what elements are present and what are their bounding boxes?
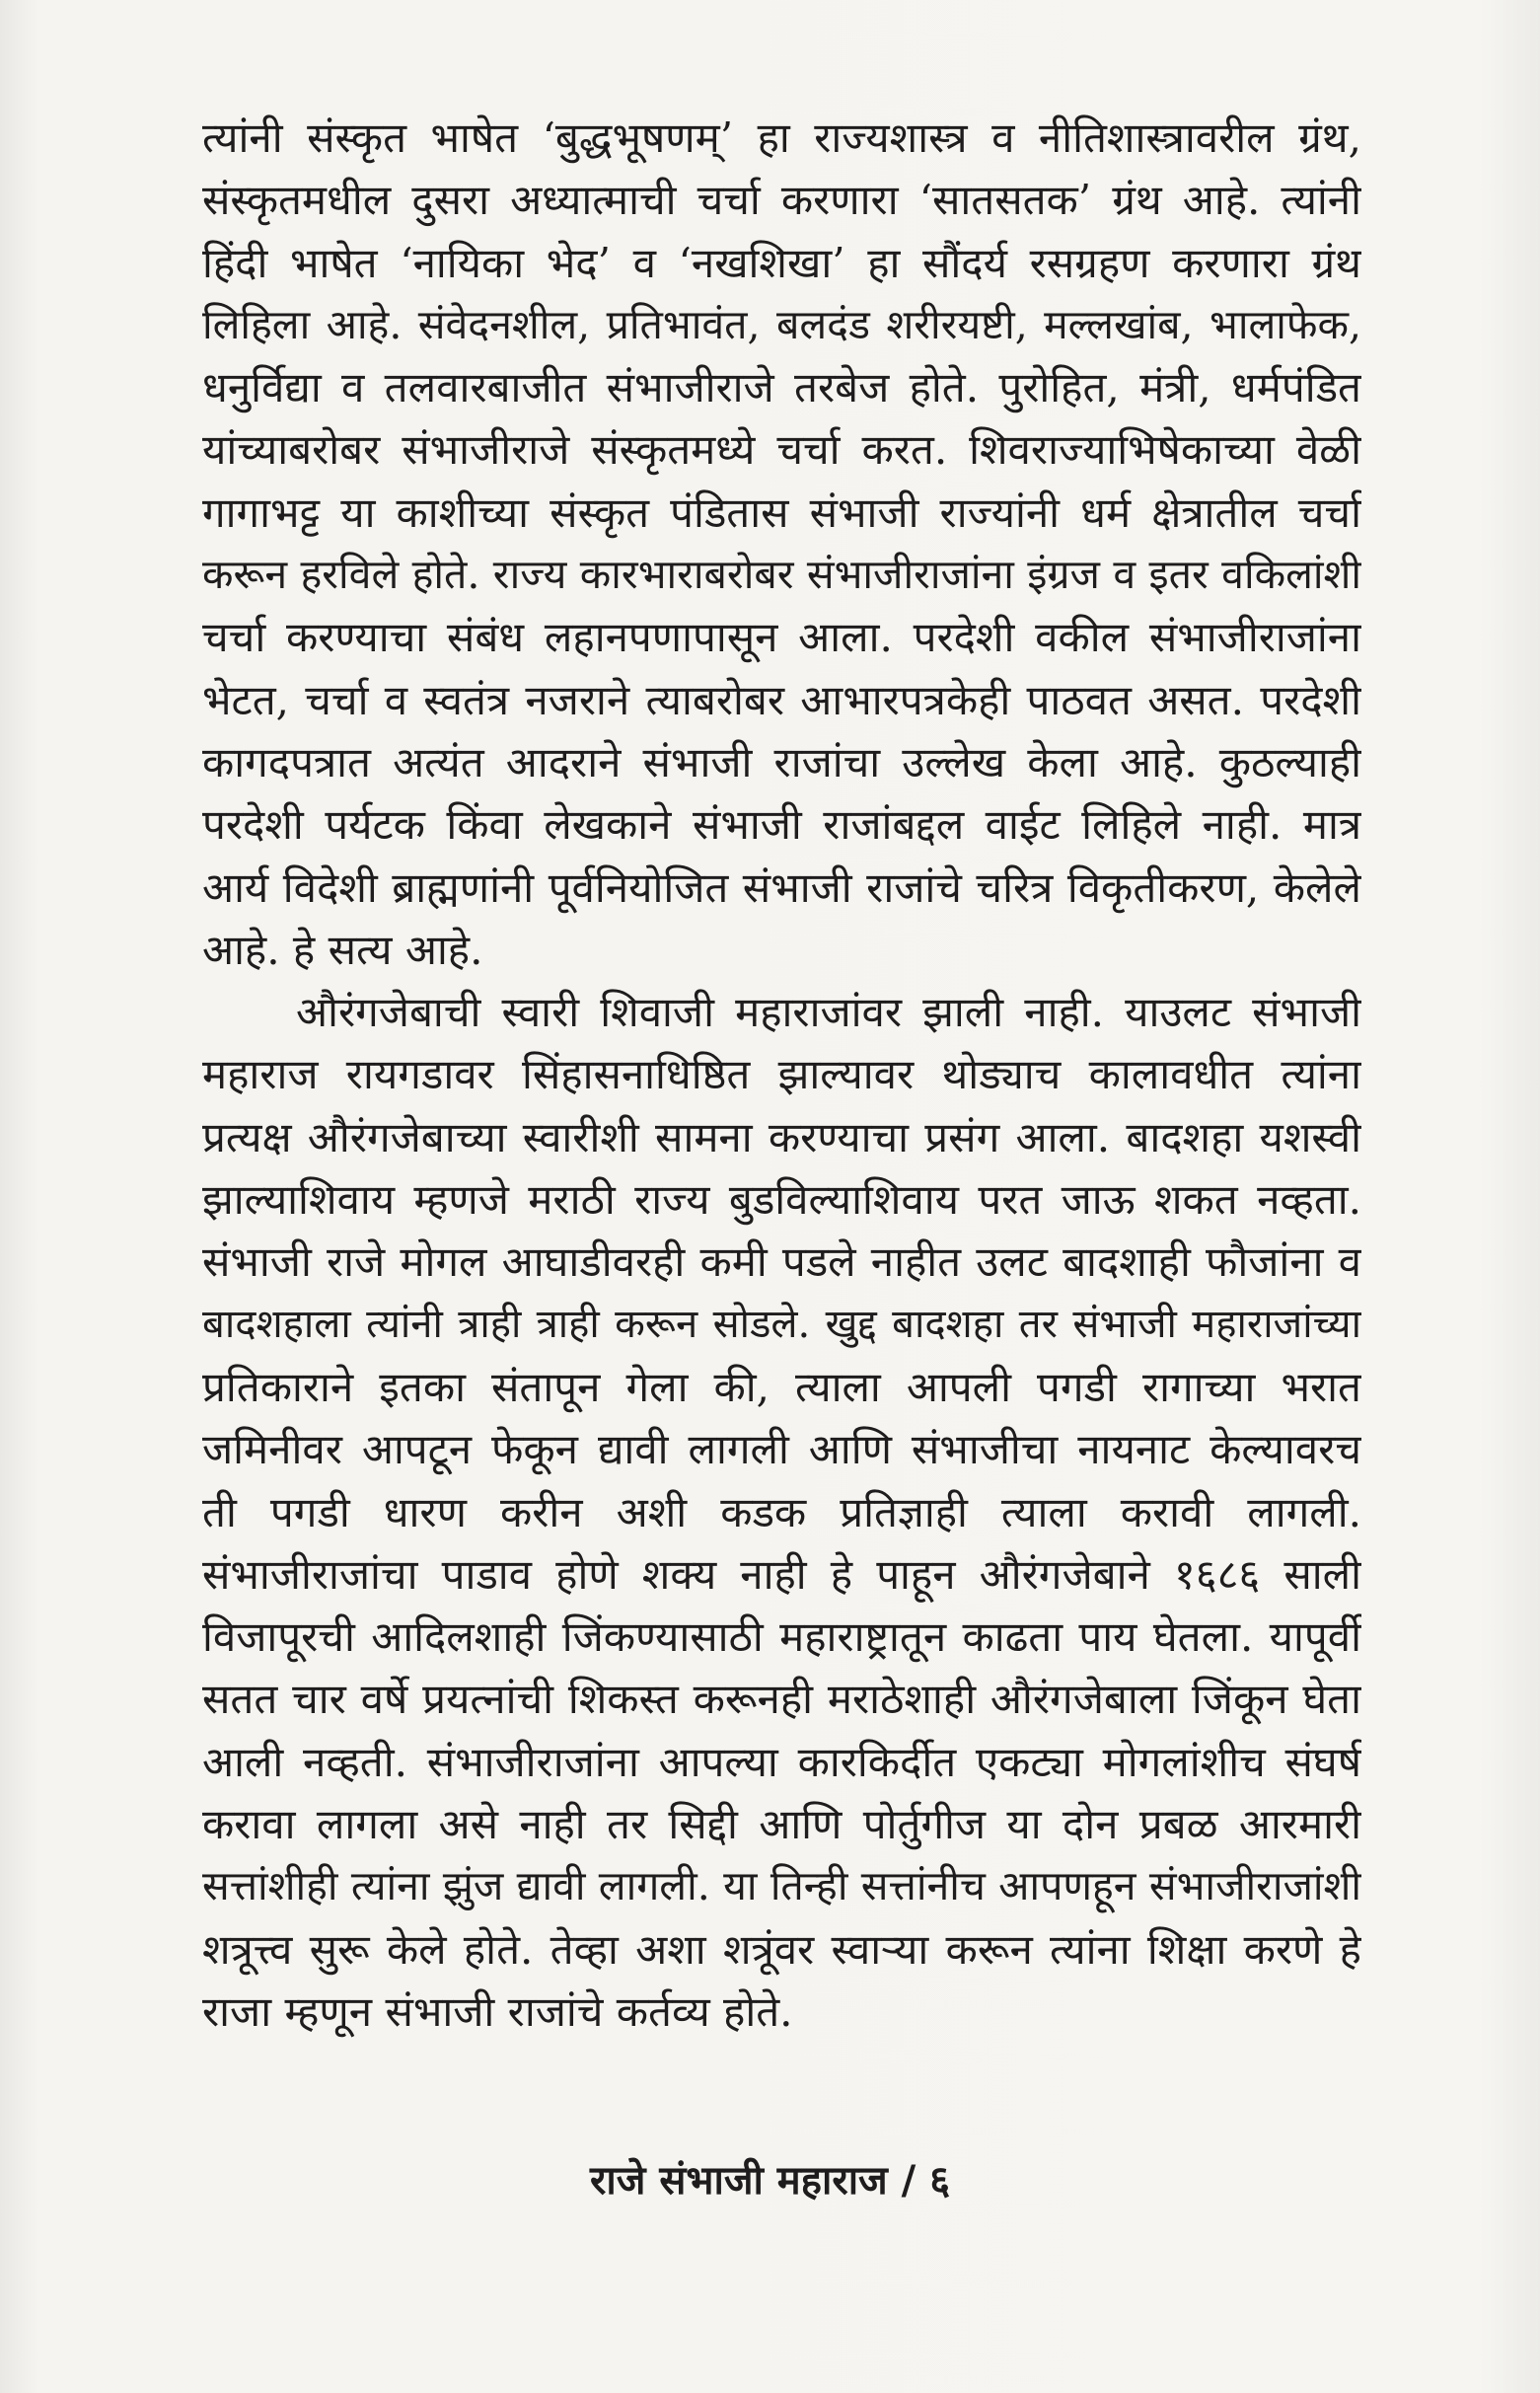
text-line: जमिनीवर आपटून फेकून द्यावी लागली आणि संभाजीचा नायनाट केल्यावरच [202, 1425, 1361, 1474]
text-line: करावा लागला असे नाही तर सिद्दी आणि पोर्तुगीज या दोन प्रबळ आरमारी [202, 1800, 1361, 1849]
text-line: भेटत, चर्चा व स्वतंत्र नजराने त्याबरोबर आभारपत्रकेही पाठवत असत. परदेशी [202, 675, 1361, 724]
text-line: चर्चा करण्याचा संबंध लहानपणापासून आला. परदेशी वकील संभाजीराजांना [202, 613, 1361, 662]
text-line: सत्तांशीही त्यांना झुंज द्यावी लागली. या तिन्ही सत्तांनीच आपणहून संभाजीराजांशी [202, 1862, 1361, 1910]
text-line: शत्रूत्त्व सुरू केले होते. तेव्हा अशा शत्रूंवर स्वाऱ्या करून त्यांना शिक्षा करणे हे [202, 1924, 1361, 1974]
text-line: महाराज रायगडावर सिंहासनाधिष्ठित झाल्यावर थोड्याच कालावधीत त्यांना [202, 1050, 1361, 1099]
page-footer: राजे संभाजी महाराज / ६ [590, 2158, 950, 2204]
text-line: आली नव्हती. संभाजीराजांना आपल्या कारकिर्दीत एकट्या मोगलांशीच संघर्ष [202, 1737, 1361, 1786]
text-line: प्रत्यक्ष औरंगजेबाच्या स्वारीशी सामना करण्याचा प्रसंग आला. बादशहा यशस्वी [202, 1112, 1361, 1161]
paragraph-end-line: राजा म्हणून संभाजी राजांचे कर्तव्य होते. [202, 1986, 793, 2036]
text-line: संभाजीराजांचा पाडाव होणे शक्य नाही हे पाहून औरंगजेबाने १६८६ साली [202, 1549, 1361, 1599]
paragraph-end-line: आहे. हे सत्य आहे. [202, 925, 483, 974]
text-line: कागदपत्रात अत्यंत आदराने संभाजी राजांचा उल्लेख केला आहे. कुठल्याही [202, 737, 1361, 786]
text-line: विजापूरची आदिलशाही जिंकण्यासाठी महाराष्ट्रातून काढता पाय घेतला. यापूर्वी [202, 1612, 1361, 1662]
text-line: लिहिला आहे. संवेदनशील, प्रतिभावंत, बलदंड शरीरयष्टी, मल्लखांब, भालाफेक, [202, 300, 1361, 348]
text-line: बादशहाला त्यांनी त्राही त्राही करून सोडले. खुद्द बादशहा तर संभाजी महाराजांच्या [202, 1301, 1361, 1347]
text-line: धनुर्विद्या व तलवारबाजीत संभाजीराजे तरबेज होते. पुरोहित, मंत्री, धर्मपंडित [202, 363, 1361, 412]
text-line: संभाजी राजे मोगल आघाडीवरही कमी पडले नाहीत उलट बादशाही फौजांना व [202, 1237, 1361, 1287]
text-line: ती पगडी धारण करीन अशी कडक प्रतिज्ञाही त्याला करावी लागली. [202, 1487, 1361, 1536]
text-line: आर्य विदेशी ब्राह्मणांनी पूर्वनियोजित संभाजी राजांचे चरित्र विकृतीकरण, केलेले [202, 862, 1361, 912]
text-line: गागाभट्ट या काशीच्या संस्कृत पंडितास संभाजी राज्यांनी धर्म क्षेत्रातील चर्चा [202, 487, 1361, 537]
text-line: परदेशी पर्यटक किंवा लेखकाने संभाजी राजांबद्दल वाईट लिहिले नाही. मात्र [202, 800, 1361, 850]
text-line: प्रतिकाराने इतका संतापून गेला की, त्याला आपली पगडी रागाच्या भरात [202, 1362, 1361, 1411]
paragraph-start-line: औरंगजेबाची स्वारी शिवाजी महाराजांवर झाली नाही. याउलट संभाजी [296, 988, 1361, 1037]
text-line: करून हरविले होते. राज्य कारभाराबरोबर संभाजीराजांना इंग्रज व इतर वकिलांशी [202, 551, 1361, 599]
text-line: यांच्याबरोबर संभाजीराजे संस्कृतमध्ये चर्चा करत. शिवराज्याभिषेकाच्या वेळी [202, 425, 1361, 475]
text-line: त्यांनी संस्कृत भाषेत ‘बुद्धभूषणम्’ हा राज्यशास्त्र व नीतिशास्त्रावरील ग्रंथ, [202, 113, 1361, 162]
text-line: सतत चार वर्षे प्रयत्नांची शिकस्त करूनही मराठेशाही औरंगजेबाला जिंकून घेता [202, 1675, 1361, 1724]
text-line: संस्कृतमधील दुसरा अध्यात्माची चर्चा करणारा ‘सातसतक’ ग्रंथ आहे. त्यांनी [202, 176, 1361, 225]
text-line: हिंदी भाषेत ‘नायिका भेद’ व ‘नखशिखा’ हा सौंदर्य रसग्रहण करणारा ग्रंथ [202, 238, 1361, 287]
body-text [202, 107, 1361, 2043]
text-line: झाल्याशिवाय म्हणजे मराठी राज्य बुडविल्याशिवाय परत जाऊ शकत नव्हता. [202, 1175, 1361, 1225]
